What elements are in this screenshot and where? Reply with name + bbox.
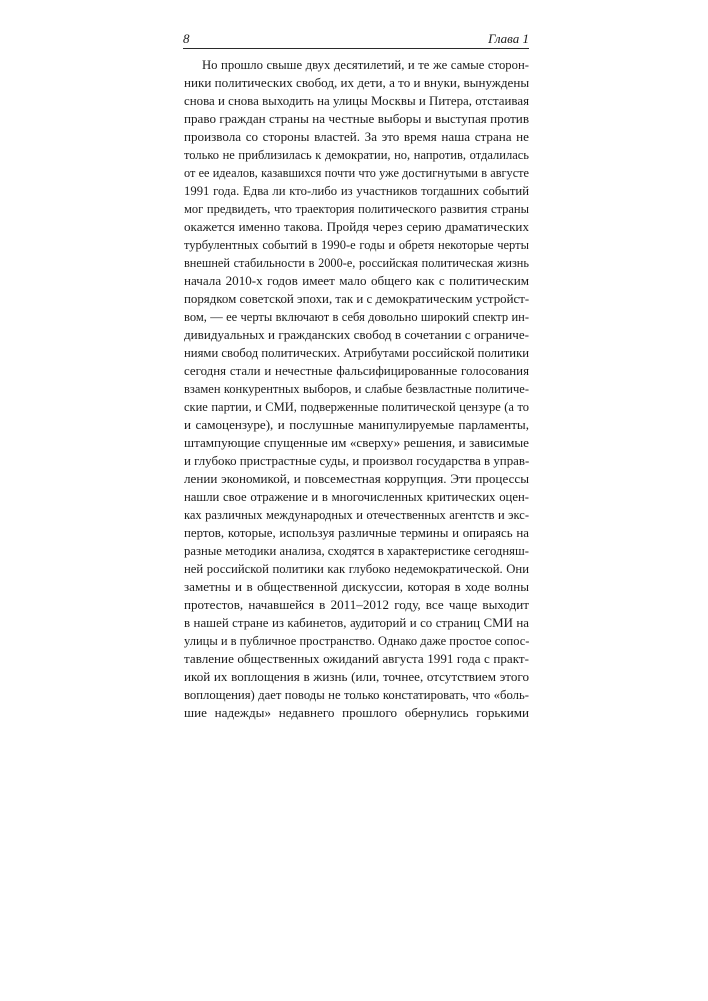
header-rule <box>183 48 529 49</box>
text-line: ках различных международных и отечественных агентств и экс- <box>184 508 529 522</box>
text-line: шие надежды» недавнего прошлого обернулись горькими <box>184 705 529 720</box>
text-line: штампующие спущенные им «сверху» решения, и зависимые <box>184 435 529 450</box>
text-line: ней российской политики как глубоко недемократической. Они <box>184 562 529 576</box>
text-line: произвола со стороны властей. За это время наша страна не <box>184 129 529 144</box>
text-line: окажется именно такова. Пройдя через серию драматических <box>184 219 529 234</box>
text-line: взамен конкурентных выборов, и слабые безвластные политиче- <box>184 382 529 396</box>
text-line: начала 2010-х годов имеет мало общего как с политическим <box>184 273 529 288</box>
text-line: 1991 года. Едва ли кто-либо из участников тогдашних событий <box>184 184 529 198</box>
text-line: мог предвидеть, что траектория политического развития страны <box>184 202 529 216</box>
text-line: пертов, которые, используя различные термины и опираясь на <box>184 526 529 540</box>
text-line: тавление общественных ожиданий августа 1991 года с практ- <box>184 651 529 666</box>
text-line: дивидуальных и гражданских свобод в сочетании с ограниче- <box>184 327 529 342</box>
text-line: в нашей стране из кабинетов, аудиторий и со страниц СМИ на <box>184 616 529 630</box>
text-line: внешней стабильности в 2000-е, российская политическая жизнь <box>184 256 529 270</box>
text-line: заметны и в общественной дискуссии, которая в ходе волны <box>184 579 529 594</box>
text-line: воплощения) дает поводы не только констатировать, что «боль- <box>184 688 529 702</box>
text-line: лении экономикой, и повсеместная коррупция. Эти процессы <box>184 471 529 486</box>
text-line: улицы и в публичное пространство. Однако даже простое сопос- <box>184 634 529 648</box>
text-line: вом, — ее черты включают в себя довольно широкий спектр ин- <box>184 310 529 324</box>
text-line: разные методики анализа, сходятся в характеристике сегодняш- <box>184 544 529 558</box>
text-line: турбулентных событий в 1990-е годы и обретя некоторые черты <box>184 238 529 252</box>
body-paragraph <box>184 56 529 722</box>
chapter-title: Глава 1 <box>488 31 529 46</box>
text-line: икой их воплощения в жизнь (или, точнее, отсутствием этого <box>184 669 529 684</box>
text-line: и самоцензуре), и послушные манипулируемые парламенты, <box>184 417 529 432</box>
running-header <box>183 31 529 51</box>
text-line: от ее идеалов, казавшихся почти что уже достигнутыми в августе <box>184 166 529 180</box>
text-line: право граждан страны на честные выборы и выступая против <box>184 111 529 126</box>
text-line: ниями свобод политических. Атрибутами российской политики <box>184 346 529 360</box>
text-line: снова и снова выходить на улицы Москвы и Питера, отстаивая <box>184 94 529 108</box>
text-line: только не приблизилась к демократии, но, напротив, отдалилась <box>184 148 529 162</box>
text-line: ские партии, и СМИ, подверженные политической цензуре (а то <box>184 400 529 414</box>
text-line: порядком советской эпохи, так и с демократическим устройст- <box>184 292 529 306</box>
text-line: и глубоко пристрастные суды, и произвол государства в управ- <box>184 454 529 468</box>
page-number: 8 <box>183 31 190 46</box>
text-line: ники политических свобод, их дети, а то и внуки, вынуждены <box>184 75 529 90</box>
text-line: Но прошло свыше двух десятилетий, и те же самые сторон- <box>202 58 529 72</box>
text-line: протестов, начавшейся в 2011–2012 году, все чаще выходит <box>184 597 529 612</box>
text-line: сегодня стали и нечестные фальсифицированные голосования <box>184 364 529 378</box>
text-line: нашли свое отражение и в многочисленных критических оцен- <box>184 490 529 504</box>
